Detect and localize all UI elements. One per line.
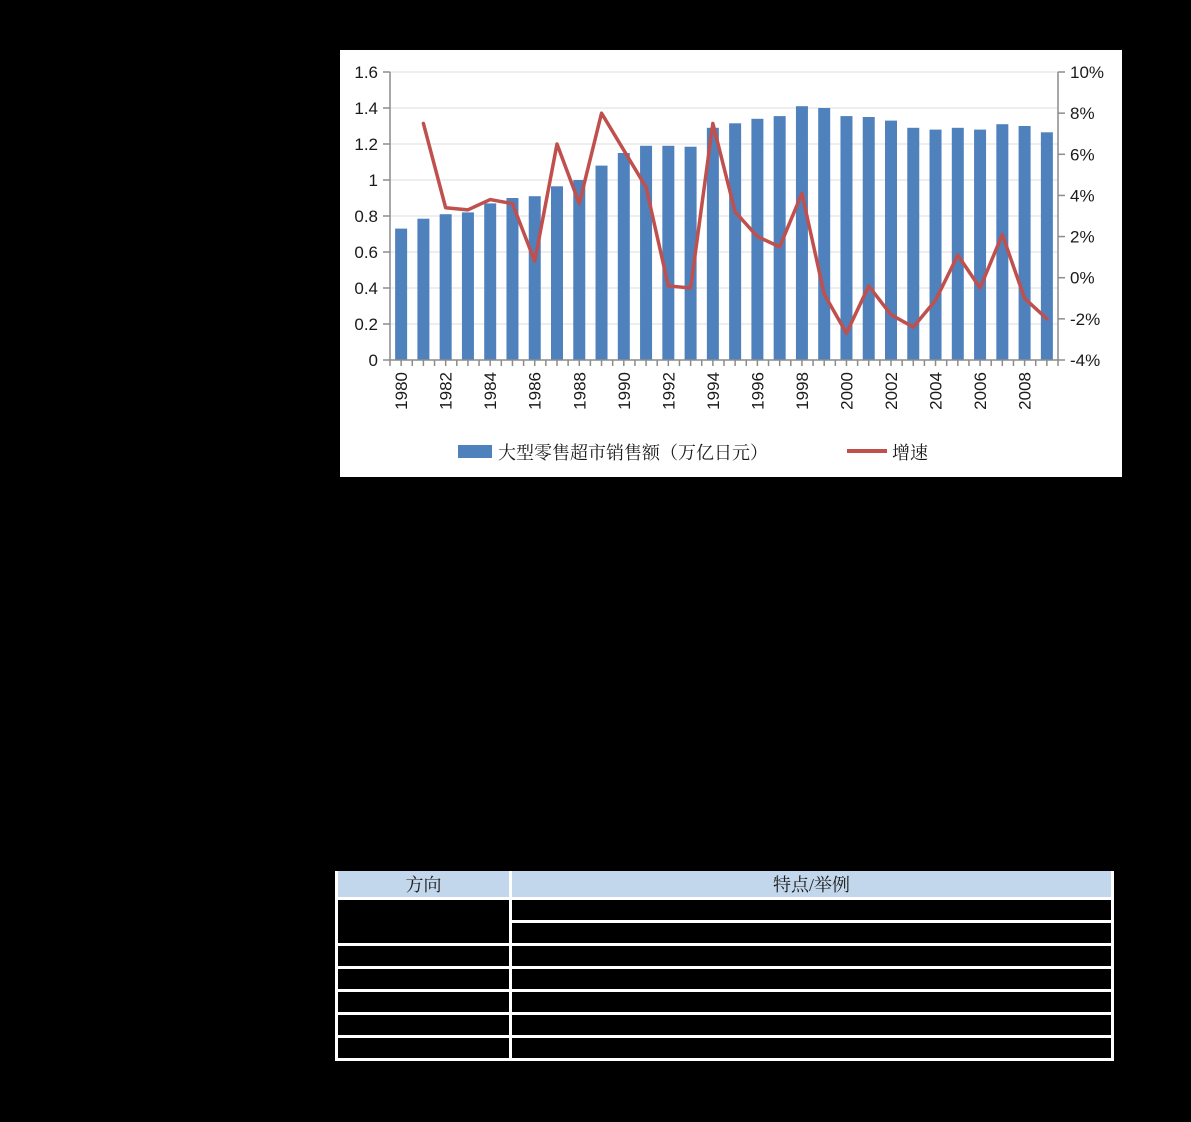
bar-2001 xyxy=(863,117,875,360)
table-row xyxy=(337,945,1113,968)
x-axis-label: 1998 xyxy=(792,372,812,410)
bar-1998 xyxy=(796,106,808,360)
legend-line-label: 增速 xyxy=(892,443,928,463)
right-axis-label: 4% xyxy=(1070,186,1095,206)
sales-growth-chart-panel xyxy=(340,50,1122,477)
table-cell-feature xyxy=(511,968,1113,991)
x-axis-label: 2002 xyxy=(882,372,901,410)
bar-2002 xyxy=(885,121,897,360)
bar-1992 xyxy=(662,146,674,360)
x-axis-label: 1982 xyxy=(436,372,456,410)
table-cell-feature xyxy=(511,945,1113,968)
table-cell-direction xyxy=(337,1037,511,1060)
table-row xyxy=(337,991,1113,1014)
bar-1981 xyxy=(417,219,429,360)
table-cell-feature xyxy=(511,922,1113,945)
bar-1985 xyxy=(506,198,518,360)
bar-1983 xyxy=(462,212,474,360)
table-cell-direction xyxy=(337,899,511,945)
x-axis-label: 2000 xyxy=(837,372,857,410)
bar-1988 xyxy=(573,180,585,360)
table-row xyxy=(337,899,1113,922)
table-cell-direction xyxy=(337,991,511,1014)
x-axis-label: 1980 xyxy=(392,372,412,410)
left-axis-label: 1.2 xyxy=(354,135,378,154)
table-header-feature: 特点/举例 xyxy=(511,871,1113,899)
left-axis-label: 1.4 xyxy=(354,99,378,118)
x-axis-label: 1988 xyxy=(570,372,590,410)
chart-legend xyxy=(458,442,928,463)
x-axis-label: 1984 xyxy=(481,372,501,410)
x-axis-label: 1996 xyxy=(748,372,768,410)
table-row xyxy=(337,1014,1113,1037)
bar-1986 xyxy=(529,196,541,360)
right-axis-label: 10% xyxy=(1070,63,1105,82)
legend-bar-swatch xyxy=(458,445,492,458)
right-axis-label: -4% xyxy=(1070,351,1101,370)
table-cell-feature xyxy=(511,899,1113,922)
sales-growth-chart xyxy=(340,50,1122,477)
right-axis-label: 8% xyxy=(1070,104,1095,124)
bar-2009 xyxy=(1041,132,1053,360)
left-axis-label: 0 xyxy=(368,351,378,370)
bar-2008 xyxy=(1019,126,1031,360)
left-axis-label: 0.2 xyxy=(354,315,378,334)
bar-1982 xyxy=(440,214,452,360)
bar-1995 xyxy=(729,123,741,360)
table-row xyxy=(337,968,1113,991)
left-axis-label: 0.8 xyxy=(354,207,378,226)
left-axis-label: 0.4 xyxy=(354,279,378,298)
bar-1989 xyxy=(596,166,608,360)
bar-2006 xyxy=(974,130,986,360)
x-axis-label: 1986 xyxy=(525,372,545,410)
x-axis-label: 1994 xyxy=(703,372,723,410)
direction-feature-table xyxy=(335,871,1114,1061)
bar-1990 xyxy=(618,153,630,360)
x-axis-label: 2008 xyxy=(1015,372,1035,410)
table-cell-feature xyxy=(511,1037,1113,1060)
right-axis-label: -2% xyxy=(1070,309,1101,329)
bar-1999 xyxy=(818,108,830,360)
x-axis-label: 1992 xyxy=(659,372,679,410)
bar-1987 xyxy=(551,186,563,360)
table-cell-direction xyxy=(337,945,511,968)
bar-1980 xyxy=(395,229,407,360)
left-axis-label: 1.6 xyxy=(354,63,378,82)
table-header-direction: 方向 xyxy=(337,871,511,899)
table-row xyxy=(337,1037,1113,1060)
table-cell-feature xyxy=(511,991,1113,1014)
x-axis-label: 2004 xyxy=(926,372,946,410)
bar-2004 xyxy=(930,130,942,360)
left-axis-label: 1 xyxy=(368,171,378,190)
x-axis-label: 1990 xyxy=(614,372,634,410)
table-cell-feature xyxy=(511,1014,1113,1037)
right-axis-label: 2% xyxy=(1070,227,1095,247)
legend-bar-label: 大型零售超市销售额（万亿日元） xyxy=(498,443,768,463)
right-axis-label: 0% xyxy=(1070,268,1095,288)
right-axis-label: 6% xyxy=(1070,145,1095,165)
x-axis-label: 2006 xyxy=(971,372,991,410)
table-cell-direction xyxy=(337,1014,511,1037)
left-axis-label: 0.6 xyxy=(354,243,378,262)
bar-1984 xyxy=(484,203,496,360)
table-header-row xyxy=(337,871,1113,899)
bar-2005 xyxy=(952,128,964,360)
table-cell-direction xyxy=(337,968,511,991)
